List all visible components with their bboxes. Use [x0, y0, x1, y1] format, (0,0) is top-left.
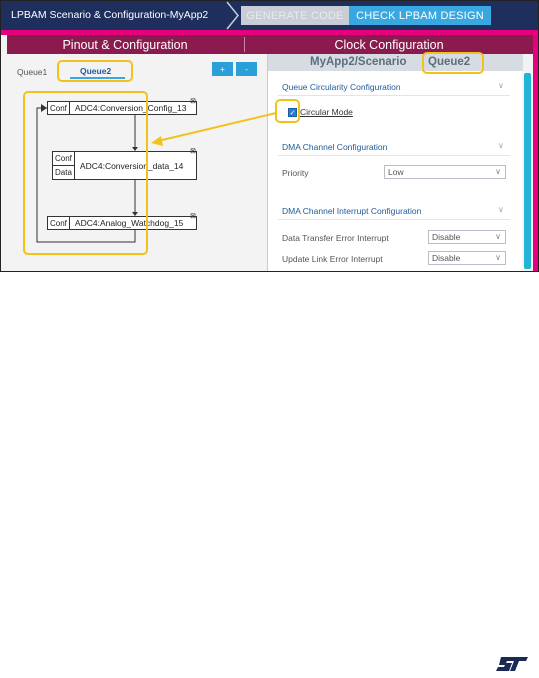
update-link-error-select[interactable] — [428, 251, 506, 265]
configuration-title — [268, 54, 523, 71]
update-link-error-label: Update Link Error Interrupt — [282, 254, 383, 264]
chevron-down-icon: ∨ — [495, 253, 501, 262]
priority-value: Low — [388, 167, 404, 177]
configuration-panel — [267, 54, 522, 272]
priority-select[interactable] — [384, 165, 506, 179]
node-kind-label: Data — [53, 165, 74, 179]
queue-node[interactable] — [52, 148, 197, 180]
check-icon: ✓ — [289, 109, 296, 117]
node-name: ADC4:Conversion_Config_13 — [74, 103, 187, 113]
tab-clock-configuration[interactable]: Clock Configuration — [334, 37, 444, 52]
circular-mode-label[interactable]: Circular Mode — [300, 107, 353, 117]
chevron-down-icon: ∨ — [495, 167, 501, 176]
scrollbar-thumb[interactable] — [524, 73, 531, 269]
section-headers — [7, 35, 533, 54]
node-kind-label: Conf — [48, 217, 70, 229]
active-tab-indicator — [70, 77, 125, 79]
node-kind-cell — [53, 152, 75, 179]
close-icon[interactable]: ⊠ — [190, 98, 196, 105]
node-name: ADC4:Analog_Watchdog_15 — [74, 218, 184, 228]
data-transfer-error-label: Data Transfer Error Interrupt — [282, 233, 389, 243]
node-name: ADC4:Conversion_data_14 — [79, 160, 184, 171]
remove-queue-button[interactable]: - — [236, 62, 257, 76]
data-transfer-error-select[interactable] — [428, 230, 506, 244]
dma-interrupt-section[interactable]: DMA Channel Interrupt Configuration — [282, 206, 422, 216]
chevron-down-icon[interactable]: ∨ — [498, 205, 504, 214]
screenshot-frame — [0, 0, 539, 272]
divider — [278, 95, 510, 96]
circular-mode-checkbox[interactable] — [288, 108, 297, 117]
queue-node[interactable] — [47, 213, 197, 230]
chevron-down-icon[interactable]: ∨ — [498, 141, 504, 150]
queue-panel — [7, 54, 266, 272]
breadcrumb-arrow-icon — [225, 1, 241, 30]
check-lpbam-design-button[interactable]: CHECK LPBAM DESIGN — [349, 6, 491, 25]
close-icon[interactable]: ⊠ — [190, 213, 196, 220]
chevron-down-icon: ∨ — [495, 232, 501, 241]
update-link-error-value: Disable — [432, 253, 461, 263]
tab-queue1[interactable]: Queue1 — [17, 67, 48, 77]
priority-label: Priority — [282, 168, 309, 178]
tab-pinout-configuration[interactable]: Pinout & Configuration — [62, 37, 188, 52]
generate-code-button[interactable]: GENERATE CODE — [241, 6, 349, 25]
node-kind-label: Conf — [55, 154, 72, 163]
close-icon[interactable]: ⊠ — [190, 148, 196, 155]
breadcrumb[interactable]: LPBAM Scenario & Configuration-MyApp2 — [11, 9, 209, 21]
queue-name: Queue2 — [428, 56, 471, 68]
tab-queue2[interactable]: Queue2 — [80, 66, 112, 76]
divider — [278, 155, 510, 156]
st-logo-icon — [495, 655, 529, 673]
scenario-path: MyApp2/Scenario — [310, 56, 407, 68]
divider — [278, 219, 510, 220]
queue-circularity-section[interactable]: Queue Circularity Configuration — [282, 82, 401, 92]
node-kind-label: Conf — [48, 102, 70, 114]
add-queue-button[interactable]: + — [212, 62, 233, 76]
chevron-down-icon[interactable]: ∨ — [498, 81, 504, 90]
top-bar — [1, 1, 538, 30]
dma-channel-section[interactable]: DMA Channel Configuration — [282, 142, 388, 152]
data-transfer-error-value: Disable — [432, 232, 461, 242]
magenta-edge — [533, 35, 538, 272]
queue-node[interactable] — [47, 98, 197, 115]
